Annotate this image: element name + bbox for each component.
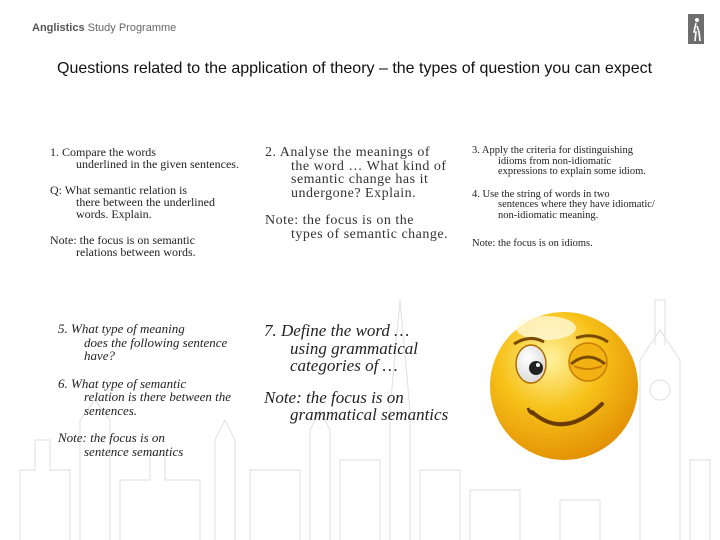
- slide-title: Questions related to the application of theory – the types of question you can expect: [57, 60, 653, 77]
- item-first-line: 5. What type of meaning: [58, 321, 185, 336]
- header-program: Study Programme: [87, 22, 177, 34]
- item-first-line: Q: What semantic relation is: [50, 183, 188, 197]
- question-block-semantic-change: [265, 146, 455, 241]
- question-item: [50, 146, 240, 170]
- item-first-line: 3. Apply the criteria for distinguishing: [472, 145, 633, 156]
- note-item: [265, 214, 455, 241]
- item-continuation: sentence semantics: [84, 443, 184, 459]
- figure-logo-icon: [688, 14, 704, 44]
- item-first-line: 7. Define the word …: [264, 321, 410, 340]
- note-item: [264, 389, 454, 424]
- item-first-line: Note: the focus is on idioms.: [472, 238, 593, 249]
- note-item: [50, 234, 240, 258]
- item-continuation: the word … What kind of semantic change has it undergone? Explain.: [291, 158, 447, 201]
- note-item: [58, 431, 248, 458]
- item-continuation: relations between words.: [76, 245, 196, 259]
- item-continuation: types of semantic change.: [291, 226, 449, 242]
- item-continuation: relation is there between the sentences.: [84, 389, 232, 418]
- item-first-line: Note: the focus is on semantic: [50, 233, 195, 247]
- question-item: [265, 146, 455, 200]
- item-continuation: using grammatical categories of …: [290, 338, 418, 375]
- question-item: [58, 377, 248, 418]
- item-continuation: underlined in the given sentences.: [76, 157, 239, 171]
- item-first-line: Note: the focus is on the: [265, 213, 414, 228]
- item-continuation: there between the underlined words. Explain.: [76, 195, 215, 221]
- item-continuation: does the following sentence have?: [84, 334, 228, 363]
- header-brand: Anglistics: [32, 22, 85, 34]
- item-continuation: grammatical semantics: [290, 405, 449, 424]
- item-first-line: 1. Compare the words: [50, 145, 156, 159]
- question-item: [472, 146, 662, 178]
- question-item: [50, 184, 240, 220]
- item-first-line: 2. Analyse the meanings of: [265, 145, 431, 160]
- item-first-line: Note: the focus is on: [264, 387, 404, 407]
- slide-header: [32, 22, 176, 34]
- question-item: [58, 322, 248, 363]
- question-block-idioms: [472, 146, 662, 250]
- item-continuation: sentences where they have idiomatic/ non-idiomatic meaning.: [498, 199, 655, 221]
- item-continuation: idioms from non-idiomatic expressions to explain some idiom.: [498, 155, 646, 177]
- note-item: [472, 239, 662, 250]
- winking-smiley-icon: [484, 304, 644, 464]
- item-first-line: 6. What type of semantic: [58, 375, 187, 391]
- item-first-line: 4. Use the string of words in two: [472, 188, 610, 200]
- question-item: [472, 190, 662, 222]
- question-block-sentence-meaning: [58, 322, 248, 458]
- question-block-compare-words: [50, 146, 240, 258]
- item-first-line: Note: the focus is on: [58, 430, 165, 445]
- question-item: [264, 322, 454, 375]
- question-block-grammatical: [264, 322, 454, 424]
